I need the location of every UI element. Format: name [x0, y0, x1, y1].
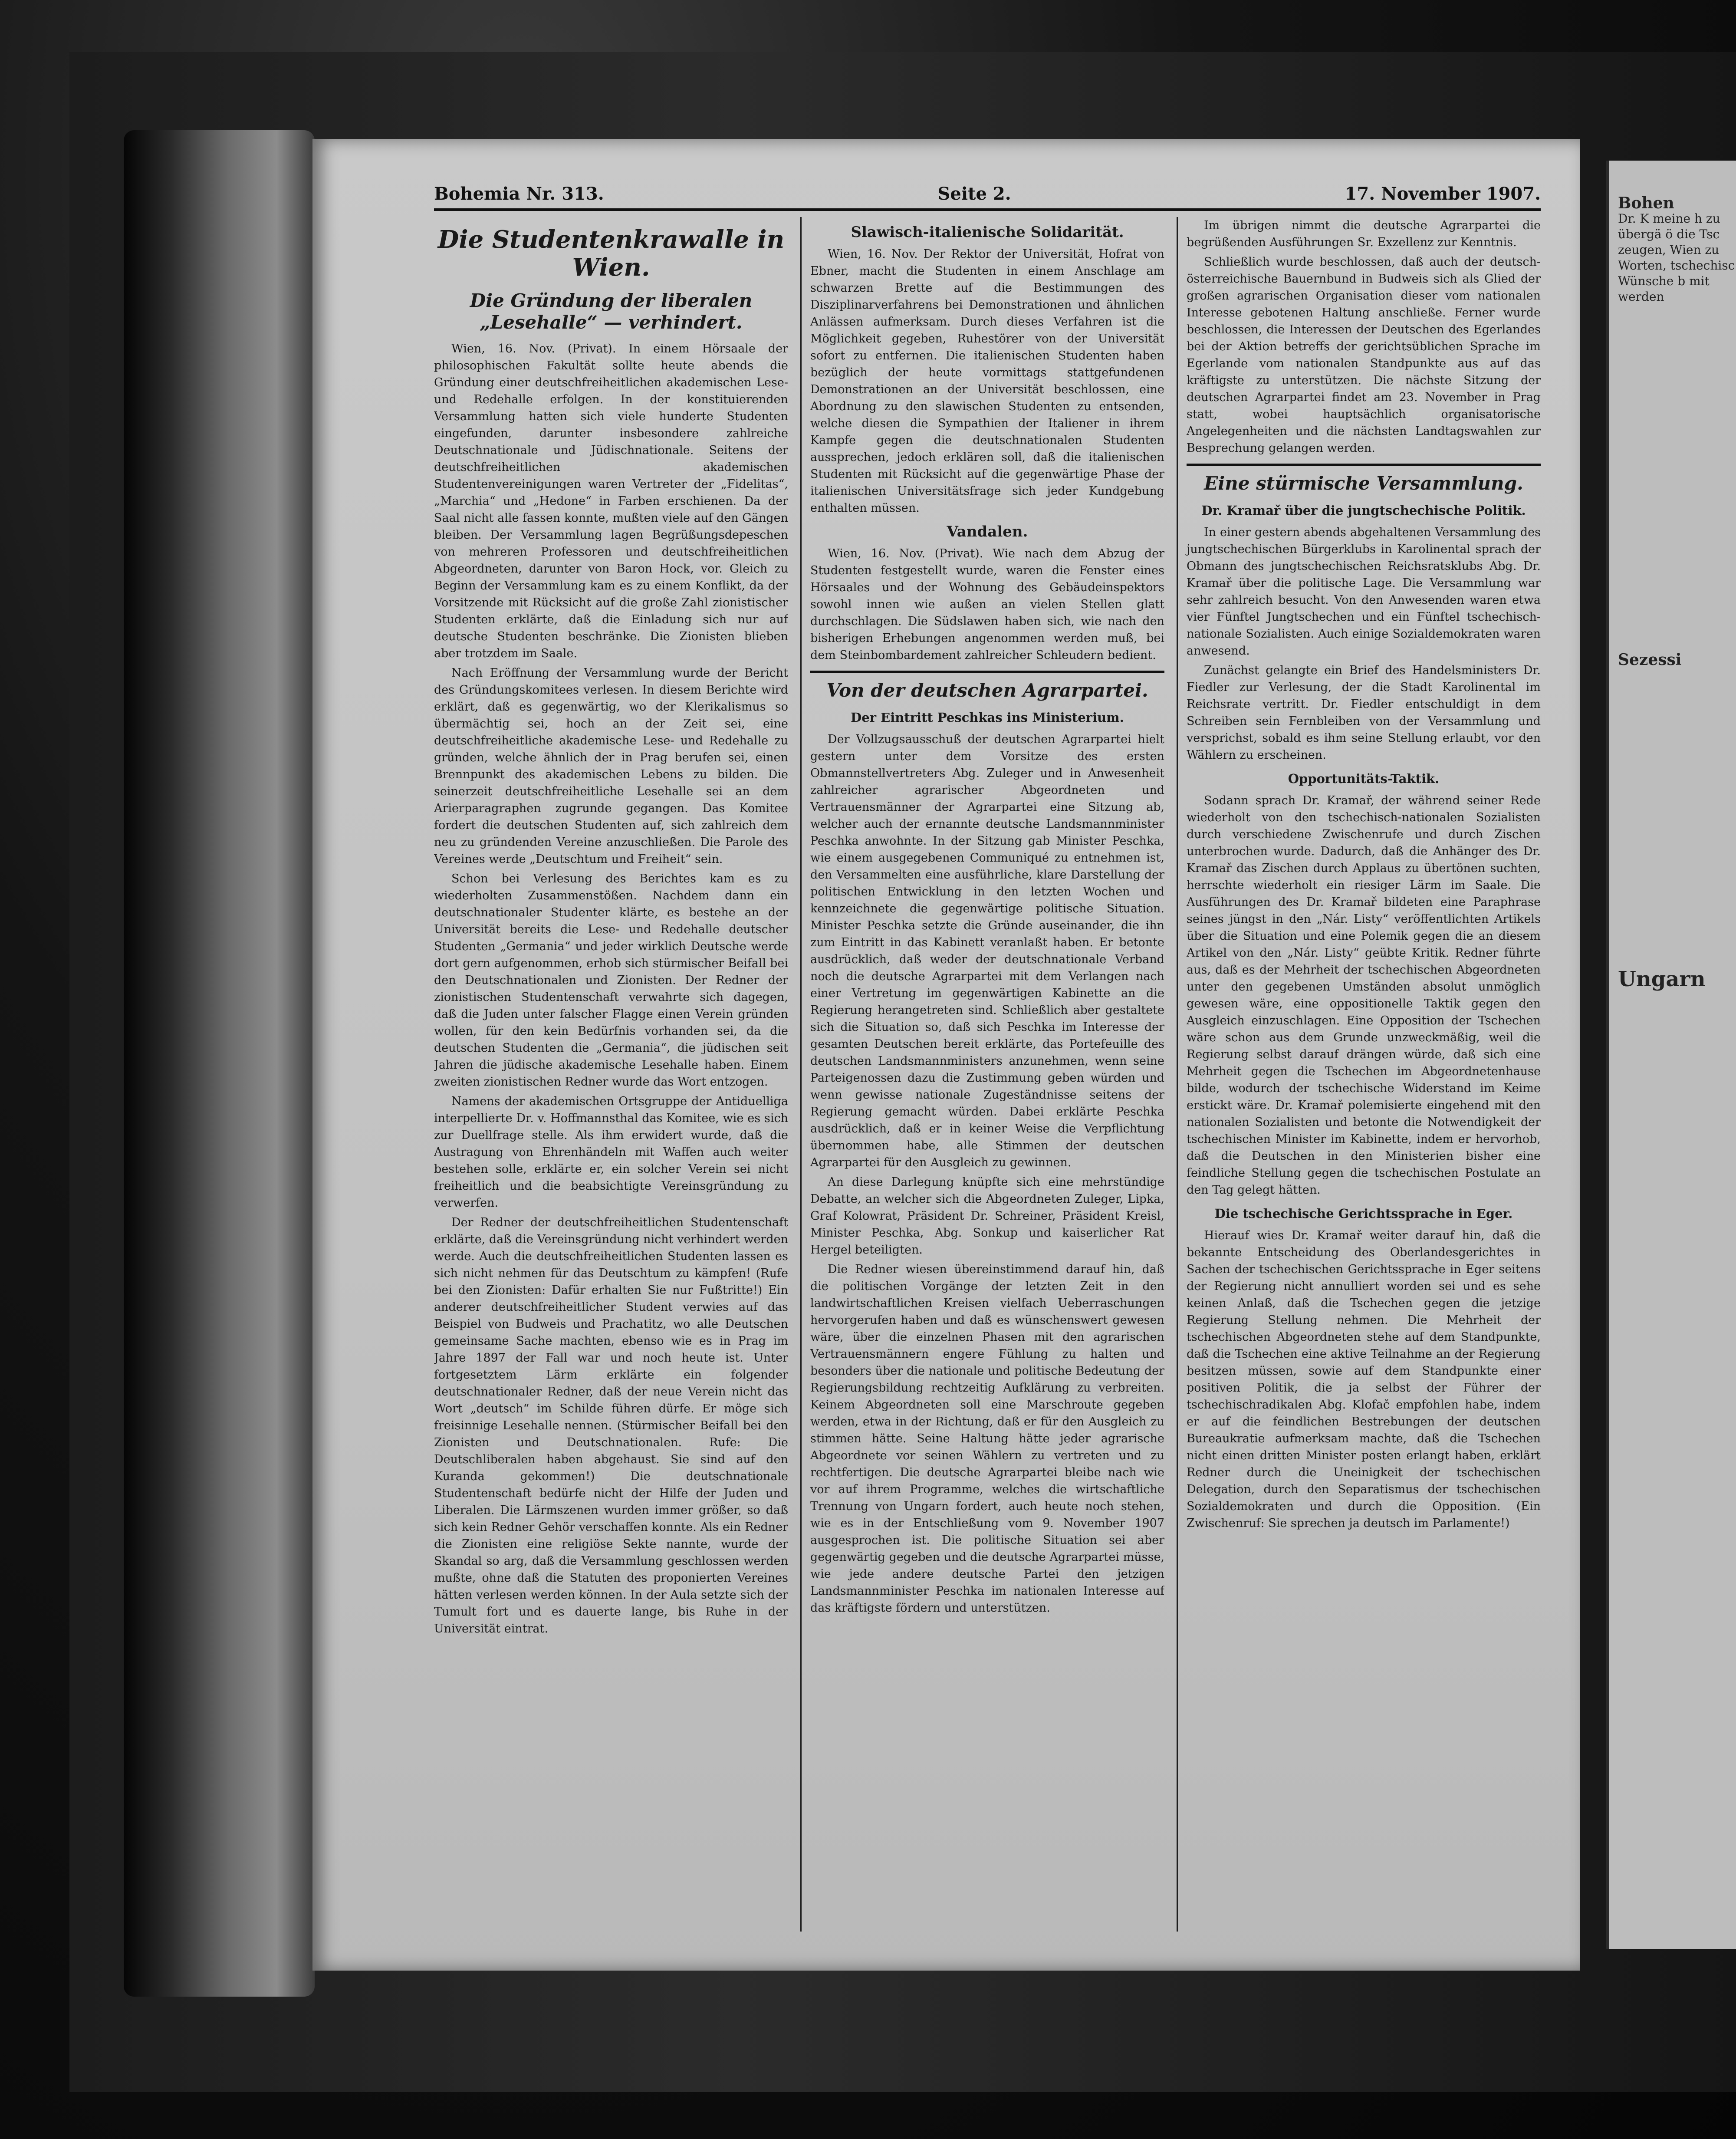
section-heading: Die tschechische Gerichtssprache in Eger.: [1214, 1206, 1513, 1221]
article-paragraph: Wien, 16. Nov. Der Rektor der Universität, Hofrat von Ebner, macht die Studenten in einem Anschlage am schwarzen Brette auf die Bestimmungen des Disziplinarverfahrens bei Demonstrationen und ähnlichen Anlässen aufmerksam. Durch dieses Verfahren ist die Möglichkeit gegeben, Ruhestörer von der Universität sofort zu entfernen. Die italienischen Studenten haben bezüglich der heute vormittags stattgefundenen Demonstrationen an der Universität beschlossen, eine Abordnung zu den slawischen Studenten zu entsenden, welche diesen die Sympathien der Italiener in ihrem Kampfe gegen die deutschnationalen Studenten aussprechen, jedoch erklären soll, daß die italienischen Studenten mit Rücksicht auf die gegenwärtige Phase der italienischen Universitätsfrage sich jeder Kundgebung enthalten müssen.: [810, 247, 1164, 515]
article-paragraph: Sodann sprach Dr. Kramař, der während seiner Rede wiederholt von den tschechisch-nationalen Sozialisten durch verschiedene Zwischenrufe und durch Zischen unterbrochen wurde. Dadurch, daß die Anhänger des Dr. Kramař das Zischen durch Applaus zu übertönen suchten, herrschte wiederholt ein riesiger Lärm im Saale. Die Ausführungen des Dr. Kramař bildeten eine Paraphrase seines jüngst in den „Nár. Listy“ veröffentlichten Artikels über die Situation und eine Polemik gegen die an diesem Artikel von den „Nár. Listy“ geübte Kritik. Redner führte aus, daß es der Mehrheit der tschechischen Abgeordneten unter den gegebenen Umständen absolut unmöglich gewesen wäre, eine oppositionelle Taktik gegen den Ausgleich einzuschlagen. Eine Opposition der Tschechen wäre schon aus dem Grunde unzweckmäßig, weil die Regierung selbst darauf drängen würde, daß sich eine Mehrheit gegen die Tschechen im Abgeordnetenhause bilde, wodurch der tschechische Widerstand im Keime erstickt wäre. Dr. Kramař polemisierte eingehend mit den nationalen Sozialisten und betonte die Notwendigkeit der tschechischen Minister im Kabinette, indem er hervorhob, daß die Deutschen in den Ministerien bisher eine feindliche Stellung gegen die tschechischen Postulate an den Tag gelegt hätten.: [1187, 794, 1541, 1197]
column-3: [1177, 217, 1541, 1932]
adjacent-page-fragment: [1606, 161, 1736, 1949]
adjacent-page-fragment-c: Ungarn: [1618, 967, 1706, 991]
adjacent-page-fragment-a: Dr. K meine h zu übergä ö die Tsc zeugen, Wien zu Worten, tschechisc Wünsche b mit werden: [1618, 211, 1735, 304]
article-paragraph: Hierauf wies Dr. Kramař weiter darauf hin, daß die bekannte Entscheidung des Oberlandesgerichtes in Sachen der tschechischen Gerichtssprache in Eger seitens der Regierung nicht annulliert worden sei und es sehe keinen Anlaß, daß die Tschechen gegen die jetzige Regierung Stellung nehmen. Die Mehrheit der tschechischen Abgeordneten stehe auf dem Standpunkte, daß die Tschechen eine aktive Teilnahme an der Regierung besitzen müssen, sowie auf dem Standpunkte einer positiven Politik, die ja selbst der Führer der tschechischradikalen Abg. Klofač empfohlen habe, indem er auf die feindlichen Bestrebungen der deutschen Bureaukratie aufmerksam machte, daß die Tschechen nicht einen dritten Minister posten erlangt haben, erklärt Redner durch die Uneinigkeit der tschechischen Delegation, durch den Separatismus der tschechischen Sozialdemokraten und durch die Opposition. (Ein Zwischenruf: Sie sprechen ja deutsch im Parlamente!): [1187, 1229, 1541, 1530]
article-paragraph: In einer gestern abends abgehaltenen Versammlung des jungtschechischen Bürgerklubs in Karolinental sprach der Obmann des jungtschechischen Reichsratsklubs Abg. Dr. Kramař über die politische Lage. Die Versammlung war sehr zahlreich besucht. Von den Anwesenden waren etwa vier Fünftel Jungtschechen und ein Fünftel tschechisch-nationale Sozialisten. Auch einige Sozialdemokraten waren anwesend.: [1187, 526, 1541, 658]
section-divider: [1187, 464, 1541, 466]
section-heading: Slawisch-italienische Solidarität.: [851, 224, 1124, 241]
article-paragraph: Namens der akademischen Ortsgruppe der Antiduelliga interpellierte Dr. v. Hoffmannsthal das Komitee, wie es sich zur Duellfrage stelle. Als ihm erwidert wurde, daß die Austragung von Ehrenhändeln mit Waffen auch weiter bestehen solle, erklärte er, ein solcher Verein sei nicht freiheitlich und die beabsichtigte Vereinsgründung zu verwerfen.: [434, 1095, 788, 1210]
adjacent-page-text: [1618, 194, 1736, 991]
header-paper-name: Bohemia Nr. 313.: [434, 184, 604, 204]
newspaper-page: [312, 139, 1580, 1971]
article-paragraph: Schon bei Verlesung des Berichtes kam es zu wiederholten Zusammenstößen. Nachdem dann ein deutschnationaler Studenter klärte, es bestehe an der Universität bereits die Lese- und Redehalle deutscher Studenten „Germania“ und jeder wirklich Deutsche werde dort gern aufgenommen, erhob sich stürmischer Beifall bei den Deutschnationalen und Zionisten. Der Redner der zionistischen Studentenschaft verwahrte sich dagegen, daß die Juden unter falscher Flagge einen Verein gründen wollen, für den kein Bedürfnis vorhanden sei, da die deutschen Studenten die „Germania“, die jüdischen seit Jahren die jüdische akademische Lesehalle haben. Einem zweiten zionistischen Redner wurde das Wort entzogen.: [434, 872, 788, 1089]
article-paragraph: Der Vollzugsausschuß der deutschen Agrarpartei hielt gestern unter dem Vorsitze des ersten Obmannstellvertreters Abg. Zuleger und in Anwesenheit zahlreicher agrarischer Abgeordneten und Vertrauensmänner der Agrarpartei eine Sitzung ab, welcher auch der ernannte deutsche Landsmannminister Peschka anwohnte. In der Sitzung gab Minister Peschka, wie einem ausgegebenen Communiqué zu entnehmen ist, den Versammelten eine ausführliche, klare Darstellung der politischen Entwicklung in den letzten Wochen und kennzeichnete die gegenwärtige politische Situation. Minister Peschka setzte die Gründe auseinander, die ihn zum Eintritt in das Kabinett veranlaßt haben. Er betonte ausdrücklich, daß weder der deutschnationale Verband noch die deutsche Agrarpartei mit dem Verlangen nach einer Vertretung im gegenwärtigen Kabinette an die Regierung herangetreten sind. Schließlich aber gestaltete sich die Situation so, daß sich Peschka im Interesse der gesamten Deutschen bereit erklärte, das Portefeuille des deutschen Landsmannministers anzunehmen, wenn seine Parteigenossen dazu die Zustimmung geben würden und wenn gewisse nationale Zugeständnisse seitens der Regierung gemacht würden. Dabei erklärte Peschka ausdrücklich, daß er in keiner Weise die Verpflichtung übernommen habe, alle Stimmen der deutschen Agrarpartei für den Ausgleich zu gewinnen.: [810, 733, 1164, 1169]
article-headline: Eine stürmische Versammlung.: [1204, 473, 1523, 494]
article-paragraph: Der Redner der deutschfreiheitlichen Studentenschaft erklärte, daß die Vereinsgründung nicht verhindert werden werde. Auch die deutschfreiheitlichen Studenten lassen es sich nicht nehmen für das Deutschtum zu kämpfen! (Rufe bei den Zionisten: Dafür erhalten Sie nur Fußtritte!) Ein anderer deutschfreiheitlicher Student verwies auf das Beispiel von Budweis und Prachatitz, wo alle Deutschen gemeinsame Sache machten, ebenso wie es in Prag im Jahre 1897 der Fall war und noch heute ist. Unter fortgesetztem Lärm erklärte ein folgender deutschnationaler Redner, daß der neue Verein nicht das Wort „deutsch“ im Schilde führen dürfe. Er möge sich freisinnige Lesehalle nennen. (Stürmischer Beifall bei den Zionisten und Deutschnationalen. Rufe: Die Deutschliberalen haben abgehaust. Sie sind auf den Kuranda gekommen!) Die deutschnationale Studentenschaft bedürfe nicht der Hilfe der Juden und Liberalen. Die Lärmszenen wurden immer größer, so daß sich kein Redner Gehör verschaffen konnte. Als ein Redner die Zionisten eine religiöse Sekte nannte, wurde der Skandal so arg, daß die Versammlung geschlossen werden mußte, ohne daß die Statuten des proponierten Vereines hätten verlesen werden können. In der Aula setzte sich der Tumult fort und es dauerte lange, bis Ruhe in der Universität eintrat.: [434, 1216, 788, 1636]
article-headline: Die Studentenkrawalle in Wien.: [437, 225, 785, 282]
section-heading: Opportunitäts-Taktik.: [1288, 771, 1440, 786]
article-paragraph: Im übrigen nimmt die deutsche Agrarpartei die begrüßenden Ausführungen Sr. Exzellenz zur Kenntnis.: [1187, 219, 1541, 249]
columns: [434, 217, 1541, 1932]
adjacent-page-head: Bohen: [1618, 194, 1674, 212]
article-paragraph: Nach Eröffnung der Versammlung wurde der Bericht des Gründungskomitees verlesen. In diesem Berichte wird erklärt, daß es gegenwärtig, wo der Klerikalismus so übermächtig sei, hoch an der Zeit sei, eine deutschfreiheitliche akademische Lese- und Redehalle zu gründen, welche ähnlich der in Prag berufen sei, einen Brennpunkt des akademischen Lebens zu bilden. Die seinerzeit deutschfreiheitliche Lesehalle sei an dem Arierparagraphen zugrunde gegangen. Das Komitee fordert die deutschen Studenten auf, sich zahlreich dem neu zu gründenden Vereine anzuschließen. Die Parole des Vereines werde „Deutschtum und Freiheit“ sein.: [434, 666, 788, 866]
article-headline: Von der deutschen Agrarpartei.: [826, 680, 1148, 701]
book-spine: [124, 130, 315, 1997]
article-paragraph: Schließlich wurde beschlossen, daß auch der deutsch-österreichische Bauernbund in Budweis sich als Glied der großen agrarischen Organisation dieser vom nationalen Interesse gebotenen Haltung anschließe. Ferner wurde beschlossen, die Interessen der Deutschen des Egerlandes bei der Aktion betreffs der gerichtsüblichen Sprache im Egerlande vom nationalen Standpunkte aus auf das kräftigste zu unterstützen. Die nächste Sitzung der deutschen Agrarpartei findet am 23. November in Prag statt, wobei hauptsächlich organisatorische Angelegenheiten und die nächsten Landtagswahlen zur Besprechung gelangen werden.: [1187, 255, 1541, 455]
article-paragraph: Die Redner wiesen übereinstimmend darauf hin, daß die politischen Vorgänge der letzten Zeit in den landwirtschaftlichen Kreisen vielfach Ueberraschungen hervorgerufen haben und daß es wünschenswert gewesen wäre, über die einzelnen Phasen mit den agrarischen Vertrauensmännern engere Fühlung zu halten und besonders über die nationale und politische Bedeutung der Regierungsbildung rechtzeitig Aufklärung zu verbreiten. Keinem Abgeordneten soll eine Marschroute gegeben werden, etwa in der Richtung, daß er für den Ausgleich zu stimmen hätte. Seine Haltung hätte jeder agrarische Abgeordnete vor seinen Wählern zu vertreten und zu rechtfertigen. Die deutsche Agrarpartei bleibe nach wie vor auf ihrem Programme, welches die wirtschaftliche Trennung von Ungarn fordert, auch heute noch stehen, wie es in der Entschließung vom 9. November 1907 ausgesprochen ist. Die politische Situation sei aber gegenwärtig gegeben und die deutsche Agrarpartei müsse, wie jede andere deutsche Partei den jetzigen Landsmannminister Peschka im nationalen Interesse auf das kräftigste fördern und unterstützen.: [810, 1263, 1164, 1615]
article-paragraph: Wien, 16. Nov. (Privat). In einem Hörsaale der philosophischen Fakultät sollte heute abends die Gründung einer deutschfreiheitlichen akademischen Lese- und Redehalle erfolgen. In der konstituierenden Versammlung hatten sich viele hunderte Studenten eingefunden, darunter insbesondere zahlreiche Deutschnationale und Jüdischnationale. Seitens der deutschfreiheitlichen akademischen Studentenvereinigungen waren Vertreter der „Fidelitas“, „Marchia“ und „Hedone“ in Farben erschienen. Da der Saal nicht alle fassen konnte, mußten viele auf den Gängen bleiben. Der Versammlung lagen Begrüßungsdepeschen von mehreren Professoren und deutschfreiheitlichen Abgeordneten, darunter von Baron Hock, vor. Gleich zu Beginn der Versammlung kam es zu einem Konflikt, da der Vorsitzende mit Rücksicht auf die große Zahl zionistischer Studenten erklärte, daß die Einladung sich nur auf deutsche Studenten beschränke. Die Zionisten blieben aber trotzdem im Saale.: [434, 342, 788, 660]
header-date: 17. November 1907.: [1345, 184, 1541, 204]
article-paragraph: Zunächst gelangte ein Brief des Handelsministers Dr. Fiedler zur Verlesung, der die Stadt Karolinental im Reichsrate vertritt. Dr. Fiedler entschuldigt in dem Schreiben sein Fernbleiben von der Versammlung und versprichst, sobald es ihm seine Stellung erlaubt, vor den Wählern zu erscheinen.: [1187, 664, 1541, 762]
header-page-number: Seite 2.: [937, 184, 1011, 204]
article-paragraph: An diese Darlegung knüpfte sich eine mehrstündige Debatte, an welcher sich die Abgeordneten Zuleger, Lipka, Graf Kolowrat, Präsident Dr. Schreiner, Präsident Kreisl, Minister Peschka, Abg. Sonkup und kaiserlicher Rat Hergel beteiligten.: [810, 1175, 1164, 1257]
article-paragraph: Wien, 16. Nov. (Privat). Wie nach dem Abzug der Studenten festgestellt wurde, waren die Fenster eines Hörsaales und der Wohnung des Gebäudeinspektors sowohl innen wie außen an vielen Stellen glatt durchschlagen. Die Südslawen haben sich, wie nach den bisherigen Erhebungen angenommen werden muß, bei dem Steinbombardement zahlreicher Schleudern bedient.: [810, 547, 1164, 662]
article-subhead: Die Gründung der liberalen „Lesehalle“ — verhindert.: [470, 290, 753, 333]
column-1: [434, 217, 788, 1932]
column-2: [800, 217, 1164, 1932]
section-divider: [810, 671, 1164, 673]
section-heading: Vandalen.: [947, 523, 1028, 540]
article-subhead: Dr. Kramař über die jungtschechische Politik.: [1201, 503, 1526, 518]
article-subhead: Der Eintritt Peschkas ins Ministerium.: [851, 710, 1124, 725]
adjacent-page-fragment-b: Sezessi: [1618, 651, 1682, 669]
running-head: [434, 178, 1541, 211]
